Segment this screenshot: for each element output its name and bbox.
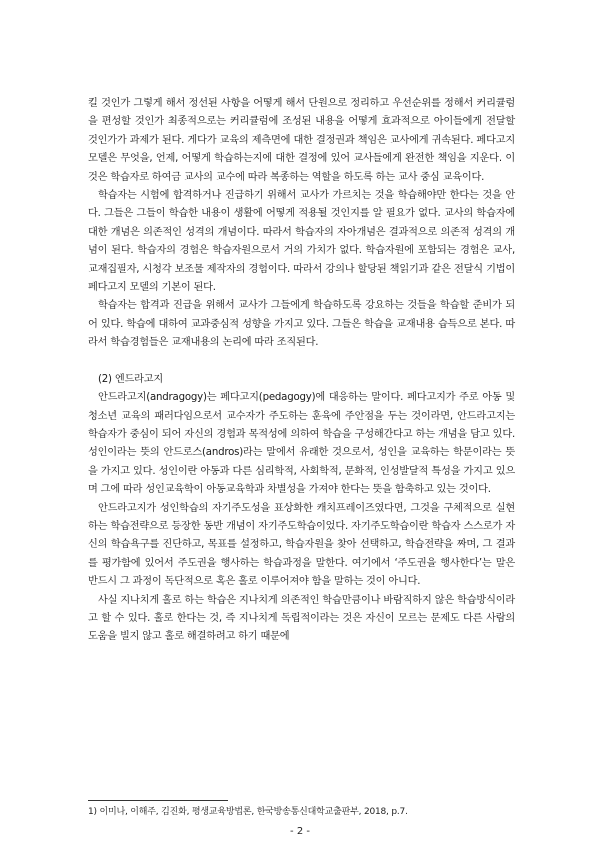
body-text — [88, 95, 515, 647]
paragraph-1: 킬 것인가 그렇게 해서 정선된 사항을 어떻게 해서 단원으로 정리하고 우선순위를 정해서 커리큘럼을 편성할 것인가 최종적으로는 커리큘럼에 조성된 내용을 어떻게 효과적으로 아이들에게 전달할 것인가가 과제가 된다. 게다가 교육의 제측면에 대한 결정권과 책임은 교사에게 귀속된다. 페다고지 모델은 무엇을, 언제, 어떻게 학습하는지에 대한 결정에 있어 교사들에게 완전한 책임을 지운다. 이것은 학습자로 하여금 교사의 교수에 따라 복종하는 역할을 하도록 하는 교사 중심 교육이다. — [88, 98, 515, 183]
page-number: - 2 - — [290, 826, 310, 837]
section-spacer — [88, 353, 515, 371]
footnote: 1) 이미나, 이해주, 김진화, 평생교육방법론, 한국방송통신대학교출판부, 2018, p.7. — [88, 807, 408, 817]
paragraph-6: 사실 지나치게 홀로 하는 학습은 지나치게 의존적인 학습만큼이나 바람직하지 않은 학습방식이라고 할 수 있다. 홀로 한다는 것, 즉 지나치게 독립적이라는 것은 자신이 모르는 문제도 다른 사람의 도움을 빌지 않고 홀로 해결하려고 하기 때문에 — [88, 594, 515, 643]
paragraph-4: 안드라고지(andragogy)는 페다고지(pedagogy)에 대응하는 말이다. 페다고지가 주로 아동 및 청소년 교육의 패러다임으로서 교수자가 주도하는 훈육에 주안점을 두는 것이라면, 안드라고지는 학습자가 중심이 되어 자신의 경험과 목적성에 의하여 학습을 구성해간다고 하는 개념을 담고 있다. 성인이라는 뜻의 안드로스(andros)라는 말에서 유래한 것으로서, 성인을 교육하는 학문이라는 뜻을 가지고 있다. 성인이란 아동과 다른 심리학적, 사회학적, 문화적, 인성발달적 특성을 가지고 있으며 그에 따라 성인교육학이 아동교육학과 차별성을 가져야 한다는 뜻을 함축하고 있는 것이다. — [88, 392, 515, 496]
footnote-divider — [88, 800, 228, 801]
paragraph-3: 학습자는 합격과 진급을 위해서 교사가 그들에게 학습하도록 강요하는 것들을 학습할 준비가 되어 있다. 학습에 대하여 교과중심적 성향을 가지고 있다. 그들은 학습을 교재내용 습득으로 본다. 따라서 학습경험들은 교재내용의 논리에 따라 조직된다. — [88, 300, 515, 349]
paragraph-2: 학습자는 시험에 합격하거나 진급하기 위해서 교사가 가르치는 것을 학습해야만 한다는 것을 안다. 그들은 그들이 학습한 내용이 생활에 어떻게 적용될 것인지를 알 필요가 없다. 교사의 학습자에 대한 개념은 의존적인 성격의 개념이다. 따라서 학습자의 자아개념은 결과적으로 의존적 성격의 개념이 된다. 학습자의 경험은 학습자원으로서 거의 가치가 없다. 학습자원에 포함되는 경험은 교사, 교재집필자, 시청각 보조물 제작자의 경험이다. 따라서 강의나 할당된 책읽기과 같은 전달식 기법이 페다고지 모델의 기본이 된다. — [88, 190, 515, 294]
section-heading: (2) 엔드라고지 — [98, 373, 164, 385]
paragraph-5: 안드라고지가 성인학습의 자기주도성을 표상화한 캐치프레이즈였다면, 그것을 구체적으로 실현하는 학습전략으로 등장한 동반 개념이 자기주도학습이었다. 자기주도학습이란 학습자 스스로가 자신의 학습욕구를 진단하고, 목표를 설정하고, 학습자원을 찾아 선택하고, 학습전략을 짜며, 그 결과를 평가함에 있어서 주도권을 행사하는 학습과정을 말한다. 여기에서 ‘주도권을 행사한다’는 말은 반드시 그 과정이 독단적으로 혹은 홀로 이루어져야 함을 말하는 것이 아니다. — [88, 502, 515, 588]
